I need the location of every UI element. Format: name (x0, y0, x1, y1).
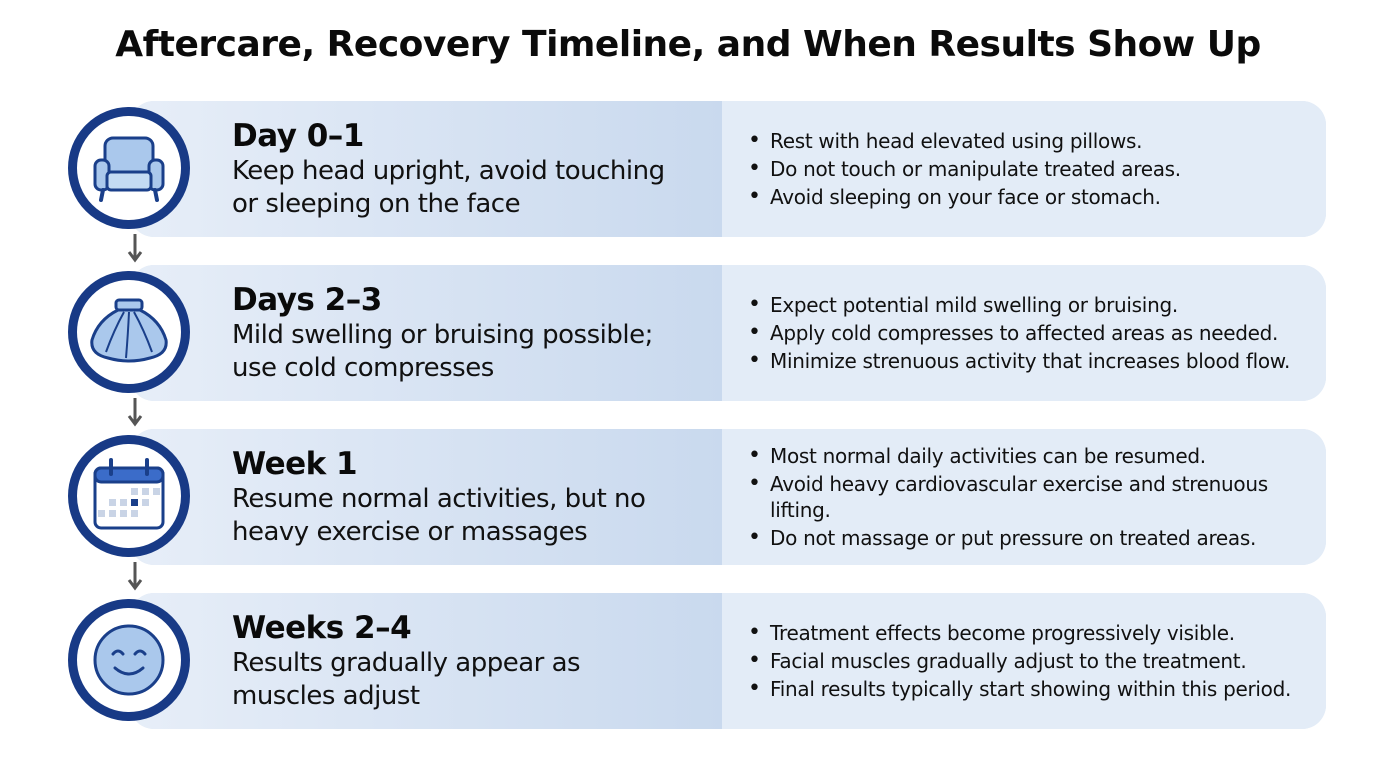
step-heading: Weeks 2–4 (232, 610, 412, 646)
page-title: Aftercare, Recovery Timeline, and When Results Show Up (115, 24, 1261, 65)
step-details-panel (722, 429, 1326, 565)
step-details-panel (722, 101, 1326, 237)
bullet-item: • Minimize strenuous activity that increases blood flow. (748, 348, 1310, 374)
step-summary (232, 319, 722, 385)
step-summary-line: Keep head upright, avoid touching (232, 156, 665, 186)
calendar-icon-badge (68, 435, 190, 557)
down-arrow-icon (127, 562, 143, 592)
bullet-item: • Rest with head elevated using pillows. (748, 128, 1310, 154)
bullet-item: • Do not massage or put pressure on treated areas. (748, 525, 1310, 551)
step-summary-panel (130, 101, 722, 237)
step-summary-line: Mild swelling or bruising possible; (232, 320, 653, 350)
step-heading: Day 0–1 (232, 118, 364, 154)
step-summary-line: heavy exercise or massages (232, 517, 588, 547)
timeline-step-weeks-2-4 (130, 593, 1326, 729)
timeline-step-week-1 (130, 429, 1326, 565)
step-summary-panel (130, 593, 722, 729)
bullet-item: • Expect potential mild swelling or bruising. (748, 292, 1310, 318)
step-summary (232, 483, 722, 549)
down-arrow-icon (127, 398, 143, 428)
bullet-list (748, 126, 1310, 212)
step-summary-line: Resume normal activities, but no (232, 484, 646, 514)
step-summary-line: use cold compresses (232, 353, 494, 383)
bullet-item: • Final results typically start showing within this period. (748, 676, 1310, 702)
step-heading: Days 2–3 (232, 282, 382, 318)
bullet-item: • Facial muscles gradually adjust to the treatment. (748, 648, 1310, 674)
armchair-icon (87, 126, 171, 210)
step-summary-panel (130, 429, 722, 565)
bullet-item: • Treatment effects become progressively visible. (748, 620, 1310, 646)
smiley-icon (87, 618, 171, 702)
bullet-item: • Avoid sleeping on your face or stomach. (748, 184, 1310, 210)
bullet-item: • Apply cold compresses to affected areas as needed. (748, 320, 1310, 346)
step-details-panel (722, 265, 1326, 401)
step-summary-line: or sleeping on the face (232, 189, 521, 219)
timeline-step-day-0-1 (130, 101, 1326, 237)
step-summary (232, 155, 722, 221)
smiley-icon-badge (68, 599, 190, 721)
bullet-item: • Avoid heavy cardiovascular exercise and strenuous lifting. (748, 471, 1310, 523)
armchair-icon-badge (68, 107, 190, 229)
ice-pack-icon-badge (68, 271, 190, 393)
bullet-list (748, 618, 1310, 704)
bullet-list (748, 441, 1310, 553)
calendar-icon (87, 454, 171, 538)
step-summary-line: Results gradually appear as (232, 648, 581, 678)
step-summary (232, 647, 722, 713)
ice-pack-icon (84, 290, 174, 374)
step-summary-panel (130, 265, 722, 401)
down-arrow-icon (127, 234, 143, 264)
timeline-step-days-2-3 (130, 265, 1326, 401)
bullet-item: • Most normal daily activities can be resumed. (748, 443, 1310, 469)
bullet-list (748, 290, 1310, 376)
step-heading: Week 1 (232, 446, 358, 482)
step-details-panel (722, 593, 1326, 729)
step-summary-line: muscles adjust (232, 681, 420, 711)
bullet-item: • Do not touch or manipulate treated areas. (748, 156, 1310, 182)
